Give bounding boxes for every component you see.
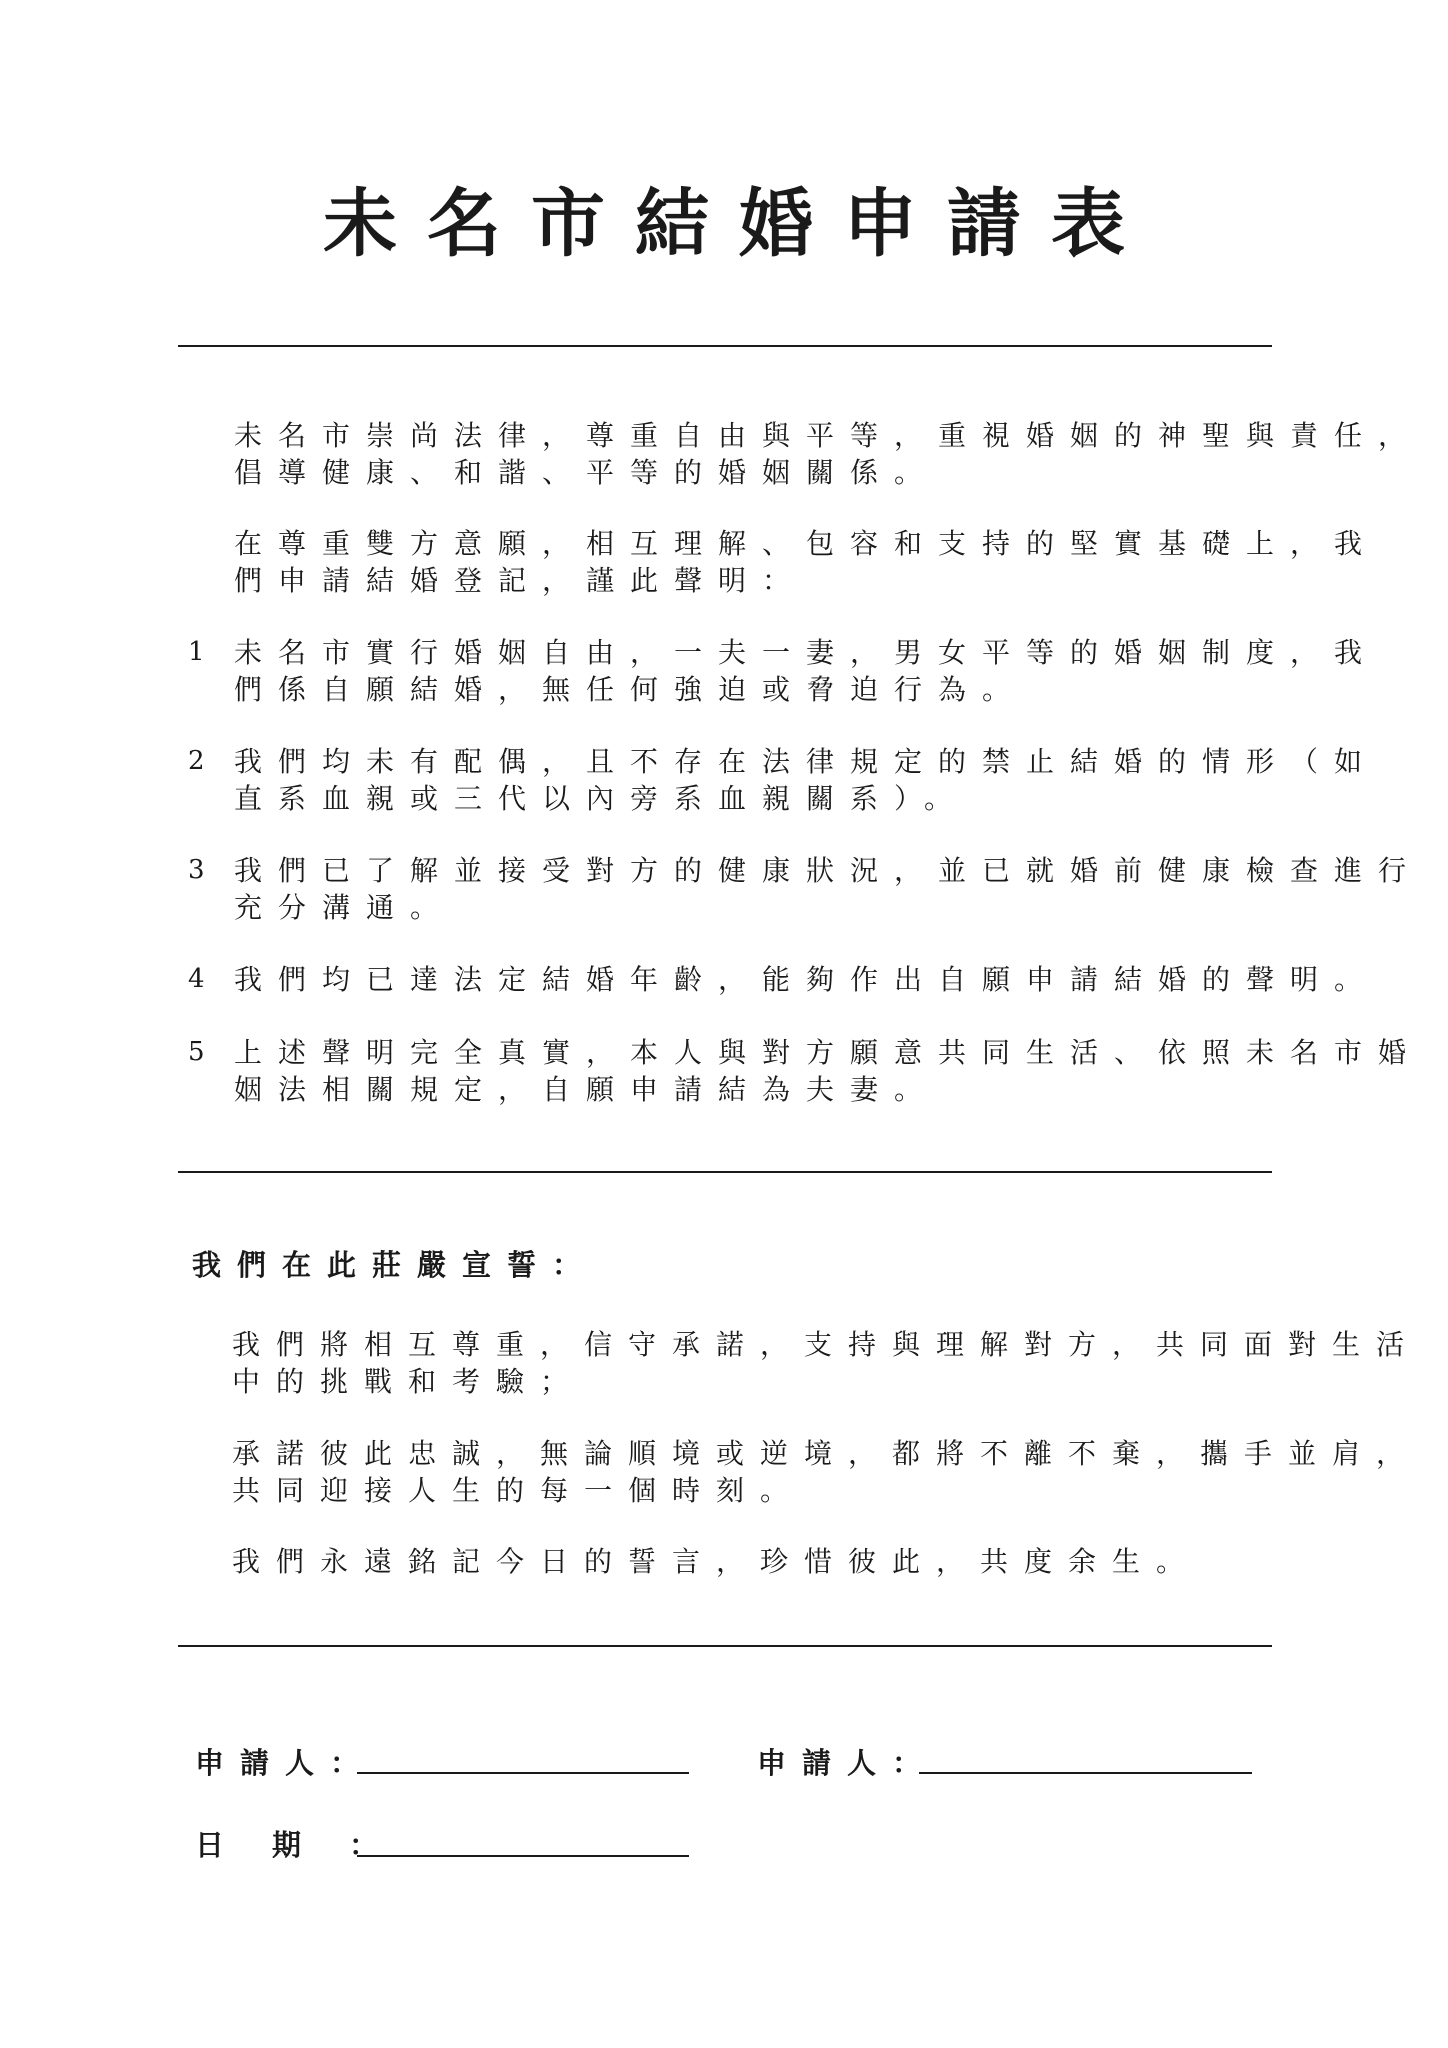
declaration-line: 我們均未有配偶，且不存在法律規定的禁止結婚的情形（如 [234, 745, 1379, 778]
declaration-number: 5 [188, 1037, 205, 1067]
date-field[interactable] [357, 1855, 689, 1857]
declaration-item-3 [234, 852, 1422, 926]
vow-heading: 我們在此莊嚴宣誓： [192, 1248, 598, 1282]
applicant-1-signature-field[interactable] [357, 1772, 689, 1774]
declaration-item-2 [234, 743, 1378, 817]
intro-paragraph-2-line-2: 們申請結婚登記，謹此聲明： [234, 564, 807, 597]
vow-paragraph-3 [232, 1543, 1200, 1580]
declaration-line: 直系血親或三代以內旁系血親關系）。 [234, 782, 969, 815]
declaration-number: 1 [188, 637, 205, 667]
declaration-line: 充分溝通。 [234, 891, 455, 924]
applicant-1-label: 申請人： [195, 1746, 376, 1780]
vow-line: 共同迎接人生的每一個時刻。 [232, 1474, 805, 1507]
date-label: 日期： [195, 1828, 427, 1862]
declaration-line: 姻法相關規定，自願申請結為夫妻。 [234, 1073, 939, 1106]
divider-middle [178, 1171, 1272, 1173]
declaration-item-1 [234, 634, 1378, 708]
declaration-line: 我們均已達法定結婚年齡，能夠作出自願申請結婚的聲明。 [234, 963, 1379, 996]
vow-line: 承諾彼此忠誠，無論順境或逆境，都將不離不棄，攜手並肩， [232, 1437, 1421, 1470]
declaration-line: 上述聲明完全真實，本人與對方願意共同生活、依照未名市婚 [234, 1036, 1423, 1069]
declaration-number: 4 [188, 964, 205, 994]
intro-paragraph-1 [234, 417, 1422, 491]
divider-top [178, 345, 1272, 347]
intro-paragraph-2 [234, 525, 1378, 599]
applicant-2-signature-field[interactable] [919, 1772, 1252, 1774]
divider-bottom [178, 1645, 1272, 1647]
declaration-line: 我們已了解並接受對方的健康狀況，並已就婚前健康檢查進行 [234, 854, 1423, 887]
declaration-line: 未名市實行婚姻自由，一夫一妻，男女平等的婚姻制度，我 [234, 636, 1379, 669]
declaration-item-4 [234, 961, 1378, 998]
intro-paragraph-2-line-1: 在尊重雙方意願，相互理解、包容和支持的堅實基礎上，我 [234, 527, 1379, 560]
vow-line: 我們永遠銘記今日的誓言，珍惜彼此，共度余生。 [232, 1545, 1201, 1578]
vow-line: 我們將相互尊重，信守承諾，支持與理解對方，共同面對生活 [232, 1328, 1421, 1361]
applicant-2-label: 申請人： [757, 1746, 938, 1780]
declaration-line: 們係自願結婚，無任何強迫或脅迫行為。 [234, 673, 1027, 706]
vow-paragraph-2 [232, 1435, 1420, 1509]
declaration-item-5 [234, 1034, 1422, 1108]
form-title: 未名市結婚申請表 [323, 181, 1155, 267]
declaration-number: 3 [188, 855, 205, 885]
intro-paragraph-1-line-2: 倡導健康、和諧、平等的婚姻關係。 [234, 456, 939, 489]
vow-paragraph-1 [232, 1326, 1420, 1400]
declaration-number: 2 [188, 746, 205, 776]
intro-paragraph-1-line-1: 未名市崇尚法律，尊重自由與平等，重視婚姻的神聖與責任， [234, 419, 1423, 452]
vow-line: 中的挑戰和考驗； [232, 1365, 585, 1398]
